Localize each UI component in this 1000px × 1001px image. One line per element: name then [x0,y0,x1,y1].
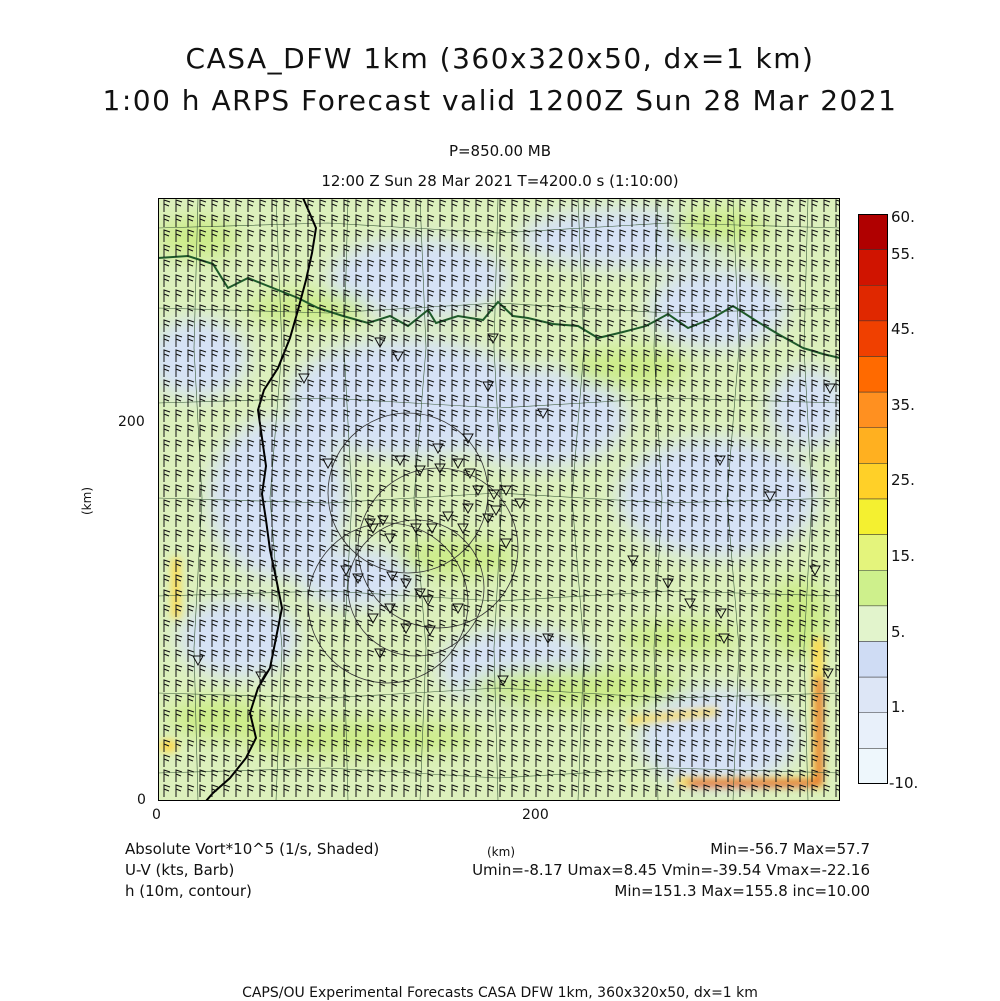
high-vorticity-area [618,622,738,654]
colorbar-label: 45. [891,320,915,338]
vorticity-maximum-core [816,678,822,786]
barb-field-label: U-V (kts, Barb) [125,861,235,879]
y-tick-0: 0 [137,792,146,808]
colorbar-segment [858,713,888,749]
colorbar-segment [858,463,888,499]
contour-minmax: Min=151.3 Max=155.8 inc=10.00 [614,882,870,900]
shaded-field-label: Absolute Vort*10^5 (1/s, Shaded) [125,840,380,858]
high-vorticity-area [568,348,688,388]
colorbar-segment [858,499,888,535]
contour-field-label: h (10m, contour) [125,882,252,900]
colorbar-label: 5. [891,623,906,641]
credit-line: CAPS/OU Experimental Forecasts CASA DFW 1km, 360x320x50, dx=1 km [242,985,758,1001]
colorbar-segment [858,606,888,642]
colorbar-segment [858,642,888,678]
colorbar-segment [858,535,888,571]
colorbar [858,214,888,784]
colorbar-segment [858,570,888,606]
map-title-line1: CASA_DFW 1km (360x320x50, dx=1 km) [185,42,815,75]
barb-minmax: Umin=-8.17 Umax=8.45 Vmin=-39.54 Vmax=-22.16 [472,861,870,879]
colorbar-segment [858,428,888,464]
colorbar-label: 60. [891,208,915,226]
colorbar-label: 55. [891,245,915,263]
shaded-minmax: Min=-56.7 Max=57.7 [710,840,870,858]
colorbar-label: -10. [889,774,919,792]
pressure-level: P=850.00 MB [448,142,552,160]
colorbar-segment [858,285,888,321]
colorbar-label: 1. [891,698,906,716]
colorbar-segment [858,214,888,250]
colorbar-label: 25. [891,471,915,489]
colorbar-segment [858,357,888,393]
y-tick-200: 200 [118,414,145,430]
colorbar-segment [858,677,888,713]
y-axis-label: (km) [80,486,94,515]
x-tick-200: 200 [522,807,549,823]
colorbar-segment [858,748,888,784]
colorbar-segment [858,321,888,357]
valid-time-line: 12:00 Z Sun 28 Mar 2021 T=4200.0 s (1:10:00) [321,172,679,190]
colorbar-label: 15. [891,547,915,565]
colorbar-label: 35. [891,396,915,414]
x-axis-label: (km) [487,845,516,859]
colorbar-segment [858,250,888,286]
colorbar-segment [858,392,888,428]
map-title-line2: 1:00 h ARPS Forecast valid 1200Z Sun 28 Mar 2021 [102,84,898,117]
low-vorticity-area [638,688,798,788]
forecast-map [158,198,840,801]
x-tick-0: 0 [152,807,161,823]
high-vorticity-area [158,218,238,258]
